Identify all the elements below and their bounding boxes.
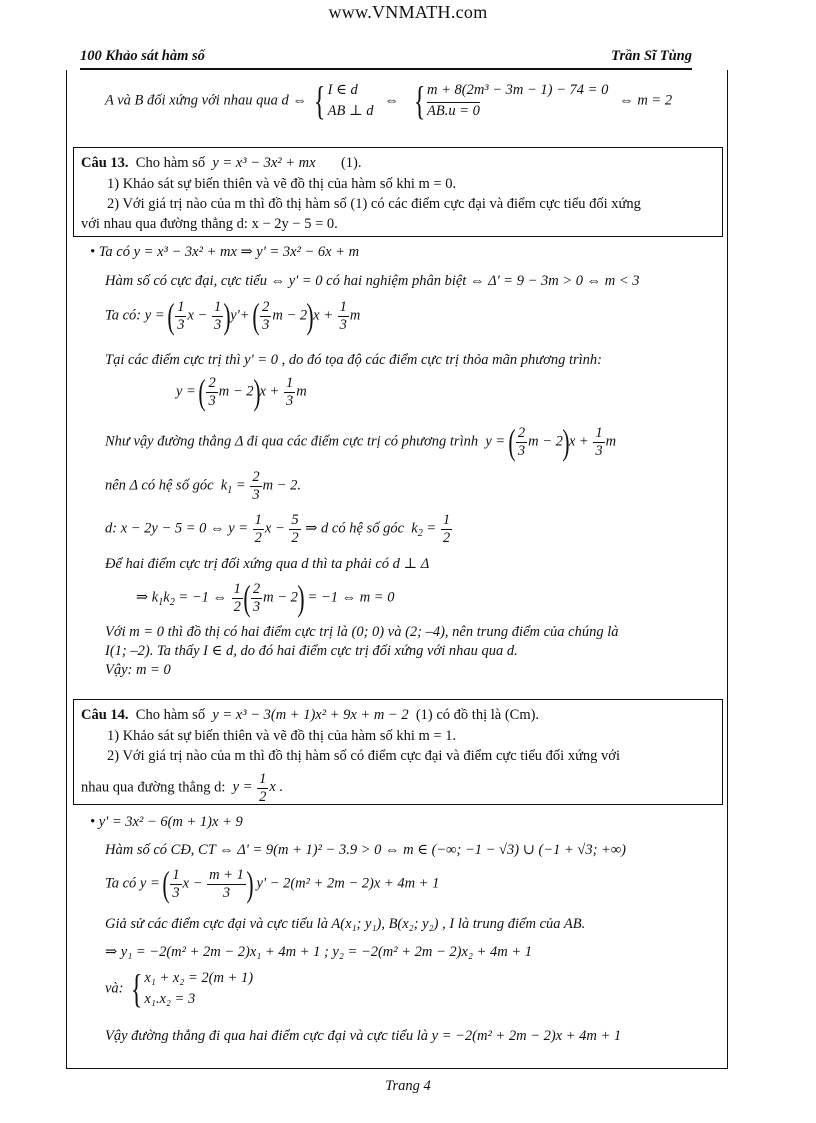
q13-part2: 2) Với giá trị nào của m thì đồ thị hàm số (1) có các điểm cực đại và điểm cực tiểu đối xứng	[107, 196, 641, 212]
q13-number: (1).	[340, 155, 362, 171]
q14-part2: 2) Với giá trị nào của m thì đồ thị hàm số có điểm cực đại và điểm cực tiểu đối xứng với	[107, 748, 621, 764]
s14-line5: ⇒ y₁ = −2(m² + 2m − 2)x₁ + 4m + 1 ; y₂ = −2(m² + 2m − 2)x₂ + 4m + 1	[105, 944, 533, 960]
q13-title: Câu 13.	[81, 155, 129, 171]
q14-tail: (1) có đồ thị là (Cm).	[415, 707, 540, 723]
top-sys1-a: I ∈ d	[327, 82, 358, 98]
page-header	[80, 48, 692, 66]
question-14-box	[73, 699, 723, 805]
s13-line2: Hàm số có cực đại, cực tiểu ⇔ y' = 0 có hai nghiệm phân biệt ⇔ Δ' = 9 − 3m > 0 ⇔ m < 3	[105, 273, 640, 289]
s13-line12: I(1; –2). Ta thấy I ∈ d, do đó hai điểm cực trị đối xứng với nhau qua d.	[105, 643, 518, 659]
s14-sys-a: x₁ + x₂ = 2(m + 1)	[144, 970, 254, 986]
s13-line13: Vậy: m = 0	[105, 662, 171, 678]
s13-line8: d: x − 2y − 5 = 0 ⇔ y = $\frac{1}{2}$ x − $\frac{5}{2}$ ⇒ d có hệ số góc $k_2$ = $\frac{1}{2}$	[105, 512, 451, 546]
s14-line7: Vậy đường thẳng đi qua hai điểm cực đại và cực tiểu là y = −2(m² + 2m − 2)x + 4m + 1	[105, 1028, 622, 1044]
s14-l6-text: và:	[105, 980, 124, 997]
s13-line1: • Ta có y = x³ − 3x² + mx ⇒ y' = 3x² − 6x + m	[90, 244, 360, 260]
s13-line9: Để hai điểm cực trị đối xứng qua d thì ta phải có d ⊥ Δ	[105, 556, 430, 572]
s14-sys-b: x₁.x₂ = 3	[144, 991, 196, 1008]
q14-line1	[81, 707, 539, 724]
s13-line10: ⇒ $k_1k_2 = -1$ ⇔ $\frac{1}{2}$ ( $\frac{2}{3}$ m − 2) = −1 ⇔ m = 0	[136, 578, 395, 618]
header-right: Trần Sĩ Tùng	[611, 48, 692, 64]
s13-line11: Với m = 0 thì đồ thị có hai điểm cực trị là (0; 0) và (2; –4), nên trung điểm của chúng là	[105, 624, 619, 640]
q14-function: y = x³ − 3(m + 1)x² + 9x + m − 2	[212, 707, 409, 723]
page-number: Trang 4	[385, 1078, 431, 1094]
q14-part1: 1) Khảo sát sự biến thiên và vẽ đồ thị của hàm số khi m = 1.	[107, 728, 457, 744]
q14-part3: nhau qua đường thẳng d: y = $\frac{1}{2}$ x .	[81, 771, 284, 805]
top-sys1-b: AB ⊥ d	[327, 103, 374, 120]
top-sys2-a: m + 8(2m³ − 3m − 1) − 74 = 0	[426, 82, 609, 98]
top-iff: ⇔	[384, 92, 399, 109]
s14-line2: Hàm số có CĐ, CT ⇔ Δ' = 9(m + 1)² − 3.9 > 0 ⇔ m ∈ (−∞; −1 − √3) ∪ (−1 + √3; +∞)	[105, 842, 626, 858]
s14-line1: • y' = 3x² − 6(m + 1)x + 9	[90, 814, 243, 830]
s14-l3-tail: y' − 2(m² + 2m − 2)x + 4m + 1	[256, 875, 440, 892]
top-sys2-b: AB.u = 0	[426, 103, 480, 120]
q13-part1: 1) Khảo sát sự biến thiên và vẽ đồ thị của hàm số khi m = 0.	[107, 176, 457, 192]
q14-stmt: Cho hàm số	[135, 707, 206, 723]
header-left: 100 Khảo sát hàm số	[80, 48, 205, 64]
q14-p3-text: nhau qua đường thẳng d:	[81, 779, 226, 796]
s13-line3: Ta có: y = ( $\frac{1}{3}$ x − $\frac{1}{3}$ )y'+ ( $\frac{2}{3}$ m − 2)x + $\frac{1}{3}$ m	[105, 296, 361, 336]
top-conclusion: A và B đối xứng với nhau qua d ⇔ { I ∈ d AB ⊥ d ⇔ { $\frac{\text{m + 8(2m³ − 3m − 1) − 74 = 0}}{AB.u = 0}$ ⇔ m = 2	[105, 78, 673, 124]
site-url: www.VNMATH.com	[328, 2, 488, 22]
s13-line5: y = ( $\frac{2}{3}$ m − 2)x + $\frac{1}{3}$ m	[176, 372, 307, 412]
s14-line4: Giả sử các điểm cực đại và cực tiểu là A(x₁; y₁), B(x₂; y₂) , I là trung điểm của AB.	[105, 916, 586, 932]
top-result: ⇔ m = 2	[619, 92, 673, 109]
s13-l8-text: d: x − 2y − 5 = 0 ⇔	[105, 520, 225, 537]
question-13-box	[73, 147, 723, 237]
s13-l6-text: Như vậy đường thẳng Δ đi qua các điểm cực trị có phương trình	[105, 433, 479, 450]
q14-title: Câu 14.	[81, 707, 129, 723]
s13-l3-prefix: Ta có: y =	[105, 307, 165, 324]
s13-line6: Như vậy đường thẳng Δ đi qua các điểm cực trị có phương trình y = ( $\frac{2}{3}$ m − 2)x + $\frac{1}{3}$ m	[105, 422, 617, 462]
q13-line1	[81, 155, 362, 172]
q13-stmt: Cho hàm số	[135, 155, 206, 171]
s13-l8b-text: ⇒ d có hệ số góc	[305, 520, 405, 537]
q13-part3: với nhau qua đường thẳng d: x − 2y − 5 = 0.	[81, 216, 338, 232]
s13-l7-text: nên Δ có hệ số góc	[105, 477, 214, 494]
s13-line7: nên Δ có hệ số góc $k_1$ = $\frac{2}{3}$ m − 2.	[105, 469, 301, 503]
s14-line3: Ta có y = ( $\frac{1}{3}$ x − $\frac{m + 1}{3}$ ) y' − 2(m² + 2m − 2)x + 4m + 1	[105, 864, 440, 904]
q13-function: y = x³ − 3x² + mx	[212, 155, 316, 171]
s14-l3-prefix: Ta có y =	[105, 875, 160, 892]
top-text: A và B đối xứng với nhau qua d ⇔	[105, 92, 307, 109]
s13-line4: Tại các điểm cực trị thì y' = 0 , do đó tọa độ các điểm cực trị thỏa mãn phương trình:	[105, 352, 603, 368]
s14-line6: và: { x₁ + x₂ = 2(m + 1) x₁.x₂ = 3	[105, 966, 254, 1012]
